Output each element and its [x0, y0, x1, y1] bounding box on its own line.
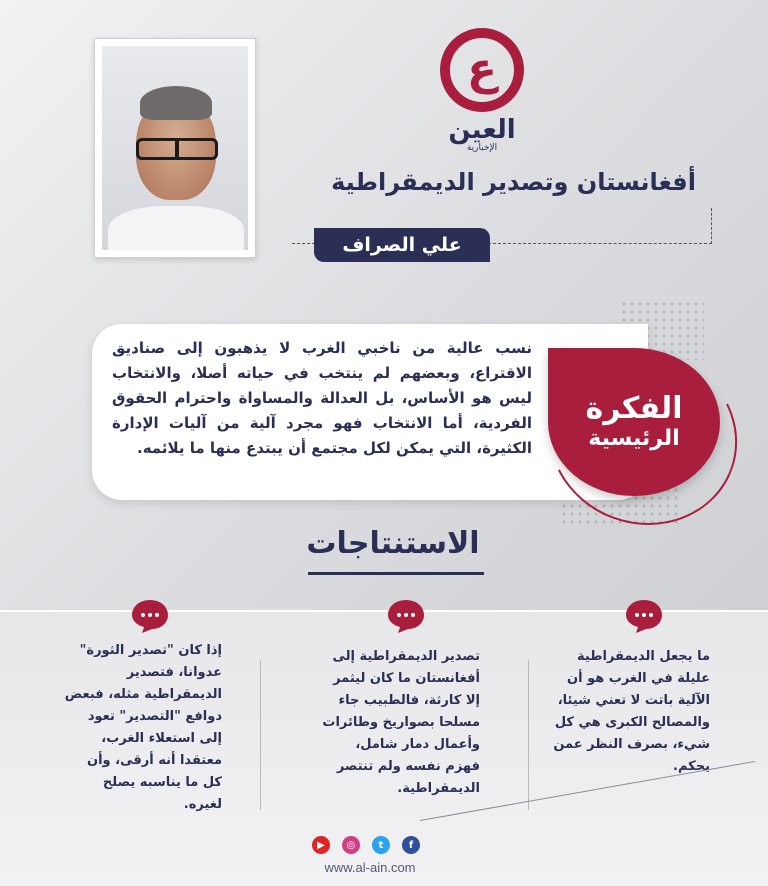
speech-bubble-icon	[130, 598, 170, 634]
column-divider	[260, 660, 261, 810]
brand-logo	[436, 28, 528, 158]
speech-bubble-icon	[386, 598, 426, 634]
logo-name: العين	[448, 115, 516, 145]
social-links	[312, 836, 420, 854]
main-idea-label-line1: الفكرة	[585, 390, 683, 426]
facebook-icon[interactable]: f	[402, 836, 420, 854]
conclusions-underline	[308, 572, 484, 575]
conclusions-title: الاستنتاجات	[306, 526, 480, 561]
author-photo	[102, 46, 248, 250]
twitter-icon[interactable]: t	[372, 836, 390, 854]
main-idea-label-line2: الرئيسية	[588, 426, 680, 452]
youtube-icon[interactable]: ▶	[312, 836, 330, 854]
conclusion-item-1: ما يجعل الديمقراطية عليلة في الغرب هو أن الآلية باتت لا تعني شيئا، والمصالح الكبرى هي كل شيء، بصرف النظر عمن يحكم.	[553, 649, 710, 774]
main-idea-text: نسب عالية من ناخبي الغرب لا يذهبون إلى صناديق الاقتراع، وبعضهم لم ينتخب في حياته أصلا، والانتخاب ليس هو الأساس، بل العدالة والمساواة واحترام الحقوق الفردية، أما الانتخاب فهو مجرد آلية من آليات الإدارة الكثيرة، التي يمكن لكل مجتمع أن يبتدع منها ما يلائمه.	[112, 339, 532, 457]
column-divider	[528, 660, 529, 810]
main-idea-badge	[548, 348, 720, 496]
author-name-badge: علي الصراف	[314, 228, 490, 262]
instagram-icon[interactable]: ◎	[342, 836, 360, 854]
speech-bubble-icon	[624, 598, 664, 634]
conclusion-item-2: تصدير الديمقراطية إلى أفغانستان ما كان ليثمر إلا كارثة، فالطبيب جاء مسلحا بصواريخ وطائرات وأعمال دمار شامل، فهزم نفسه ولم تنتصر الديمقراطية.	[322, 649, 480, 796]
website-link[interactable]: www.al-ain.com	[324, 860, 416, 875]
article-title: أفغانستان وتصدير الديمقراطية	[331, 168, 696, 196]
logo-glyph: ع	[466, 44, 498, 95]
logo-subtitle: الإخبارية	[466, 142, 498, 153]
author-photo-frame	[94, 38, 256, 258]
logo-ring	[440, 28, 524, 112]
conclusion-item-3: إذا كان "تصدير الثورة" عدوانا، فتصدير الديمقراطية مثله، فبعض دوافع "التصدير" تعود إلى استعلاء الغرب، معتقدا أنه أرقى، وأن كل ما يناسبه يصلح لغيره.	[64, 643, 222, 812]
